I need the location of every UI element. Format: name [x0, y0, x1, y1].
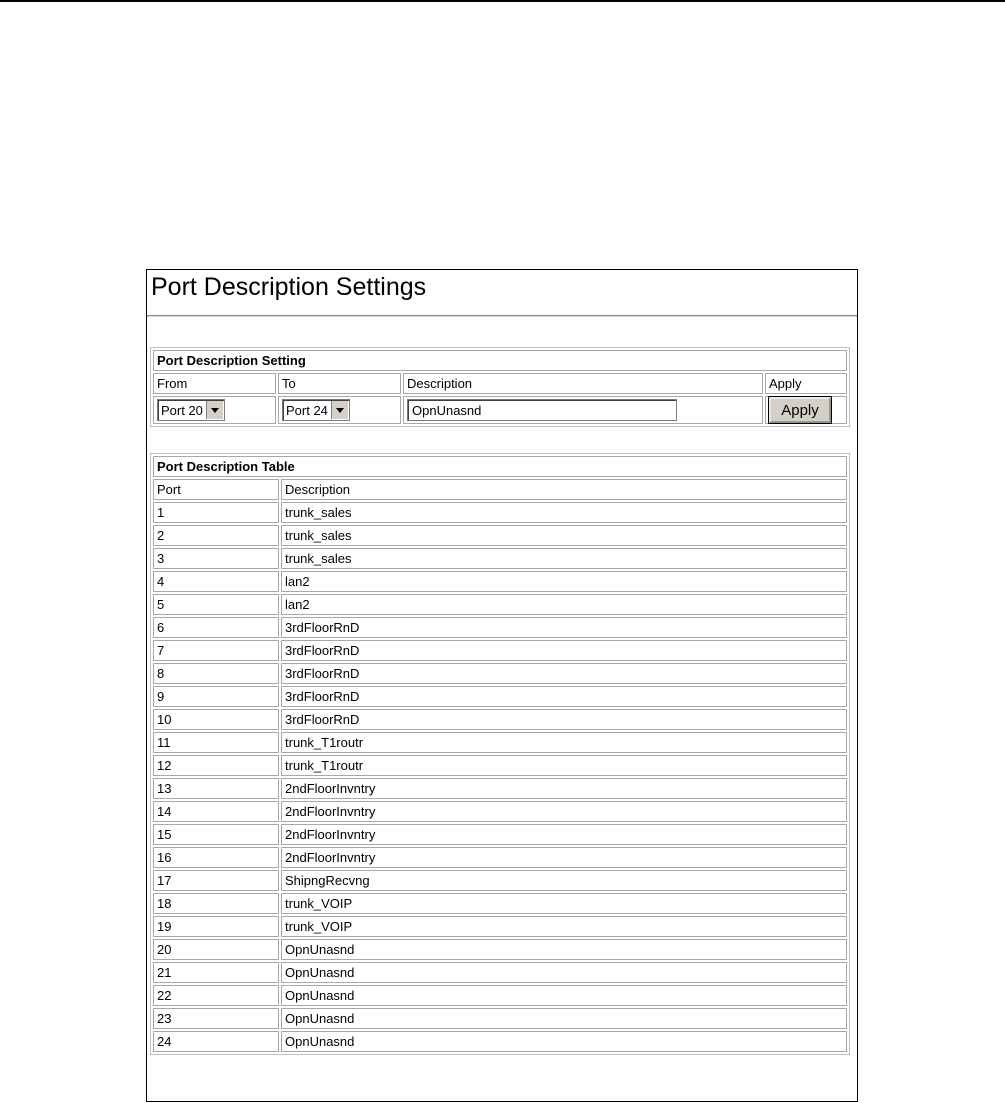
description-cell: trunk_sales — [281, 502, 847, 523]
to-column-label: To — [278, 373, 401, 394]
description-cell: lan2 — [281, 571, 847, 592]
table-row — [153, 663, 847, 684]
table-row — [153, 847, 847, 868]
to-cell — [278, 396, 401, 424]
table-row — [153, 824, 847, 845]
apply-cell — [765, 396, 847, 424]
description-cell: trunk_sales — [281, 525, 847, 546]
description-cell: trunk_sales — [281, 548, 847, 569]
port-column-label: Port — [153, 479, 279, 500]
port-cell: 3 — [153, 548, 279, 569]
port-cell: 7 — [153, 640, 279, 661]
from-port-value: Port 20 — [161, 402, 203, 418]
settings-panel — [146, 269, 858, 1102]
table-row — [153, 640, 847, 661]
table-row — [153, 732, 847, 753]
table-row — [153, 962, 847, 983]
description-cell: 3rdFloorRnD — [281, 640, 847, 661]
chevron-down-icon[interactable] — [206, 401, 223, 419]
port-cell: 22 — [153, 985, 279, 1006]
table-row — [153, 870, 847, 891]
page-title: Port Description Settings — [151, 273, 427, 301]
port-cell: 13 — [153, 778, 279, 799]
port-description-setting-table — [150, 347, 850, 427]
description-column-label: Description — [403, 373, 763, 394]
port-cell: 19 — [153, 916, 279, 937]
description-cell: 3rdFloorRnD — [281, 617, 847, 638]
description-cell: OpnUnasnd — [281, 1031, 847, 1052]
port-cell: 17 — [153, 870, 279, 891]
table-row — [153, 893, 847, 914]
port-cell: 12 — [153, 755, 279, 776]
port-description-table — [150, 453, 850, 1055]
top-divider — [0, 0, 1005, 2]
table-row — [153, 502, 847, 523]
description-cell: lan2 — [281, 594, 847, 615]
table-row — [153, 1008, 847, 1029]
description-cell: trunk_VOIP — [281, 916, 847, 937]
description-cell: 2ndFloorInvntry — [281, 824, 847, 845]
table-row — [153, 709, 847, 730]
to-port-value: Port 24 — [286, 402, 328, 418]
description-cell: 3rdFloorRnD — [281, 663, 847, 684]
to-port-select[interactable] — [282, 399, 350, 421]
table-row — [153, 778, 847, 799]
description-cell: OpnUnasnd — [281, 985, 847, 1006]
apply-column-label: Apply — [765, 373, 847, 394]
description-cell: ShipngRecvng — [281, 870, 847, 891]
table-row — [153, 801, 847, 822]
port-cell: 5 — [153, 594, 279, 615]
table-row — [153, 1031, 847, 1052]
description-cell: 3rdFloorRnD — [281, 686, 847, 707]
from-cell — [153, 396, 276, 424]
description-cell: 2ndFloorInvntry — [281, 847, 847, 868]
port-cell: 16 — [153, 847, 279, 868]
table-header: Port Description Table — [153, 456, 847, 477]
title-divider — [147, 315, 857, 317]
table-body — [153, 502, 847, 1052]
table-row — [153, 525, 847, 546]
port-cell: 2 — [153, 525, 279, 546]
port-cell: 23 — [153, 1008, 279, 1029]
setting-header: Port Description Setting — [153, 350, 847, 371]
description-cell: trunk_T1routr — [281, 732, 847, 753]
description-cell: 2ndFloorInvntry — [281, 801, 847, 822]
table-row — [153, 755, 847, 776]
table-row — [153, 916, 847, 937]
port-cell: 14 — [153, 801, 279, 822]
port-cell: 11 — [153, 732, 279, 753]
port-cell: 20 — [153, 939, 279, 960]
port-cell: 9 — [153, 686, 279, 707]
table-row — [153, 686, 847, 707]
description-cell: OpnUnasnd — [281, 939, 847, 960]
description-cell: 2ndFloorInvntry — [281, 778, 847, 799]
port-cell: 1 — [153, 502, 279, 523]
port-cell: 8 — [153, 663, 279, 684]
port-cell: 10 — [153, 709, 279, 730]
apply-button[interactable]: Apply — [769, 397, 831, 423]
table-row — [153, 571, 847, 592]
table-row — [153, 548, 847, 569]
from-port-select[interactable] — [157, 399, 225, 421]
port-cell: 21 — [153, 962, 279, 983]
port-cell: 15 — [153, 824, 279, 845]
chevron-down-icon[interactable] — [331, 401, 348, 419]
port-cell: 4 — [153, 571, 279, 592]
description-cell: trunk_T1routr — [281, 755, 847, 776]
table-row — [153, 617, 847, 638]
description-cell: trunk_VOIP — [281, 893, 847, 914]
description-cell — [403, 396, 763, 424]
port-cell: 18 — [153, 893, 279, 914]
description-input[interactable] — [407, 399, 677, 421]
table-row — [153, 985, 847, 1006]
from-column-label: From — [153, 373, 276, 394]
port-cell: 24 — [153, 1031, 279, 1052]
table-row — [153, 939, 847, 960]
description-cell: OpnUnasnd — [281, 1008, 847, 1029]
description-cell: 3rdFloorRnD — [281, 709, 847, 730]
port-cell: 6 — [153, 617, 279, 638]
description-column-label: Description — [281, 479, 847, 500]
table-row — [153, 594, 847, 615]
description-cell: OpnUnasnd — [281, 962, 847, 983]
